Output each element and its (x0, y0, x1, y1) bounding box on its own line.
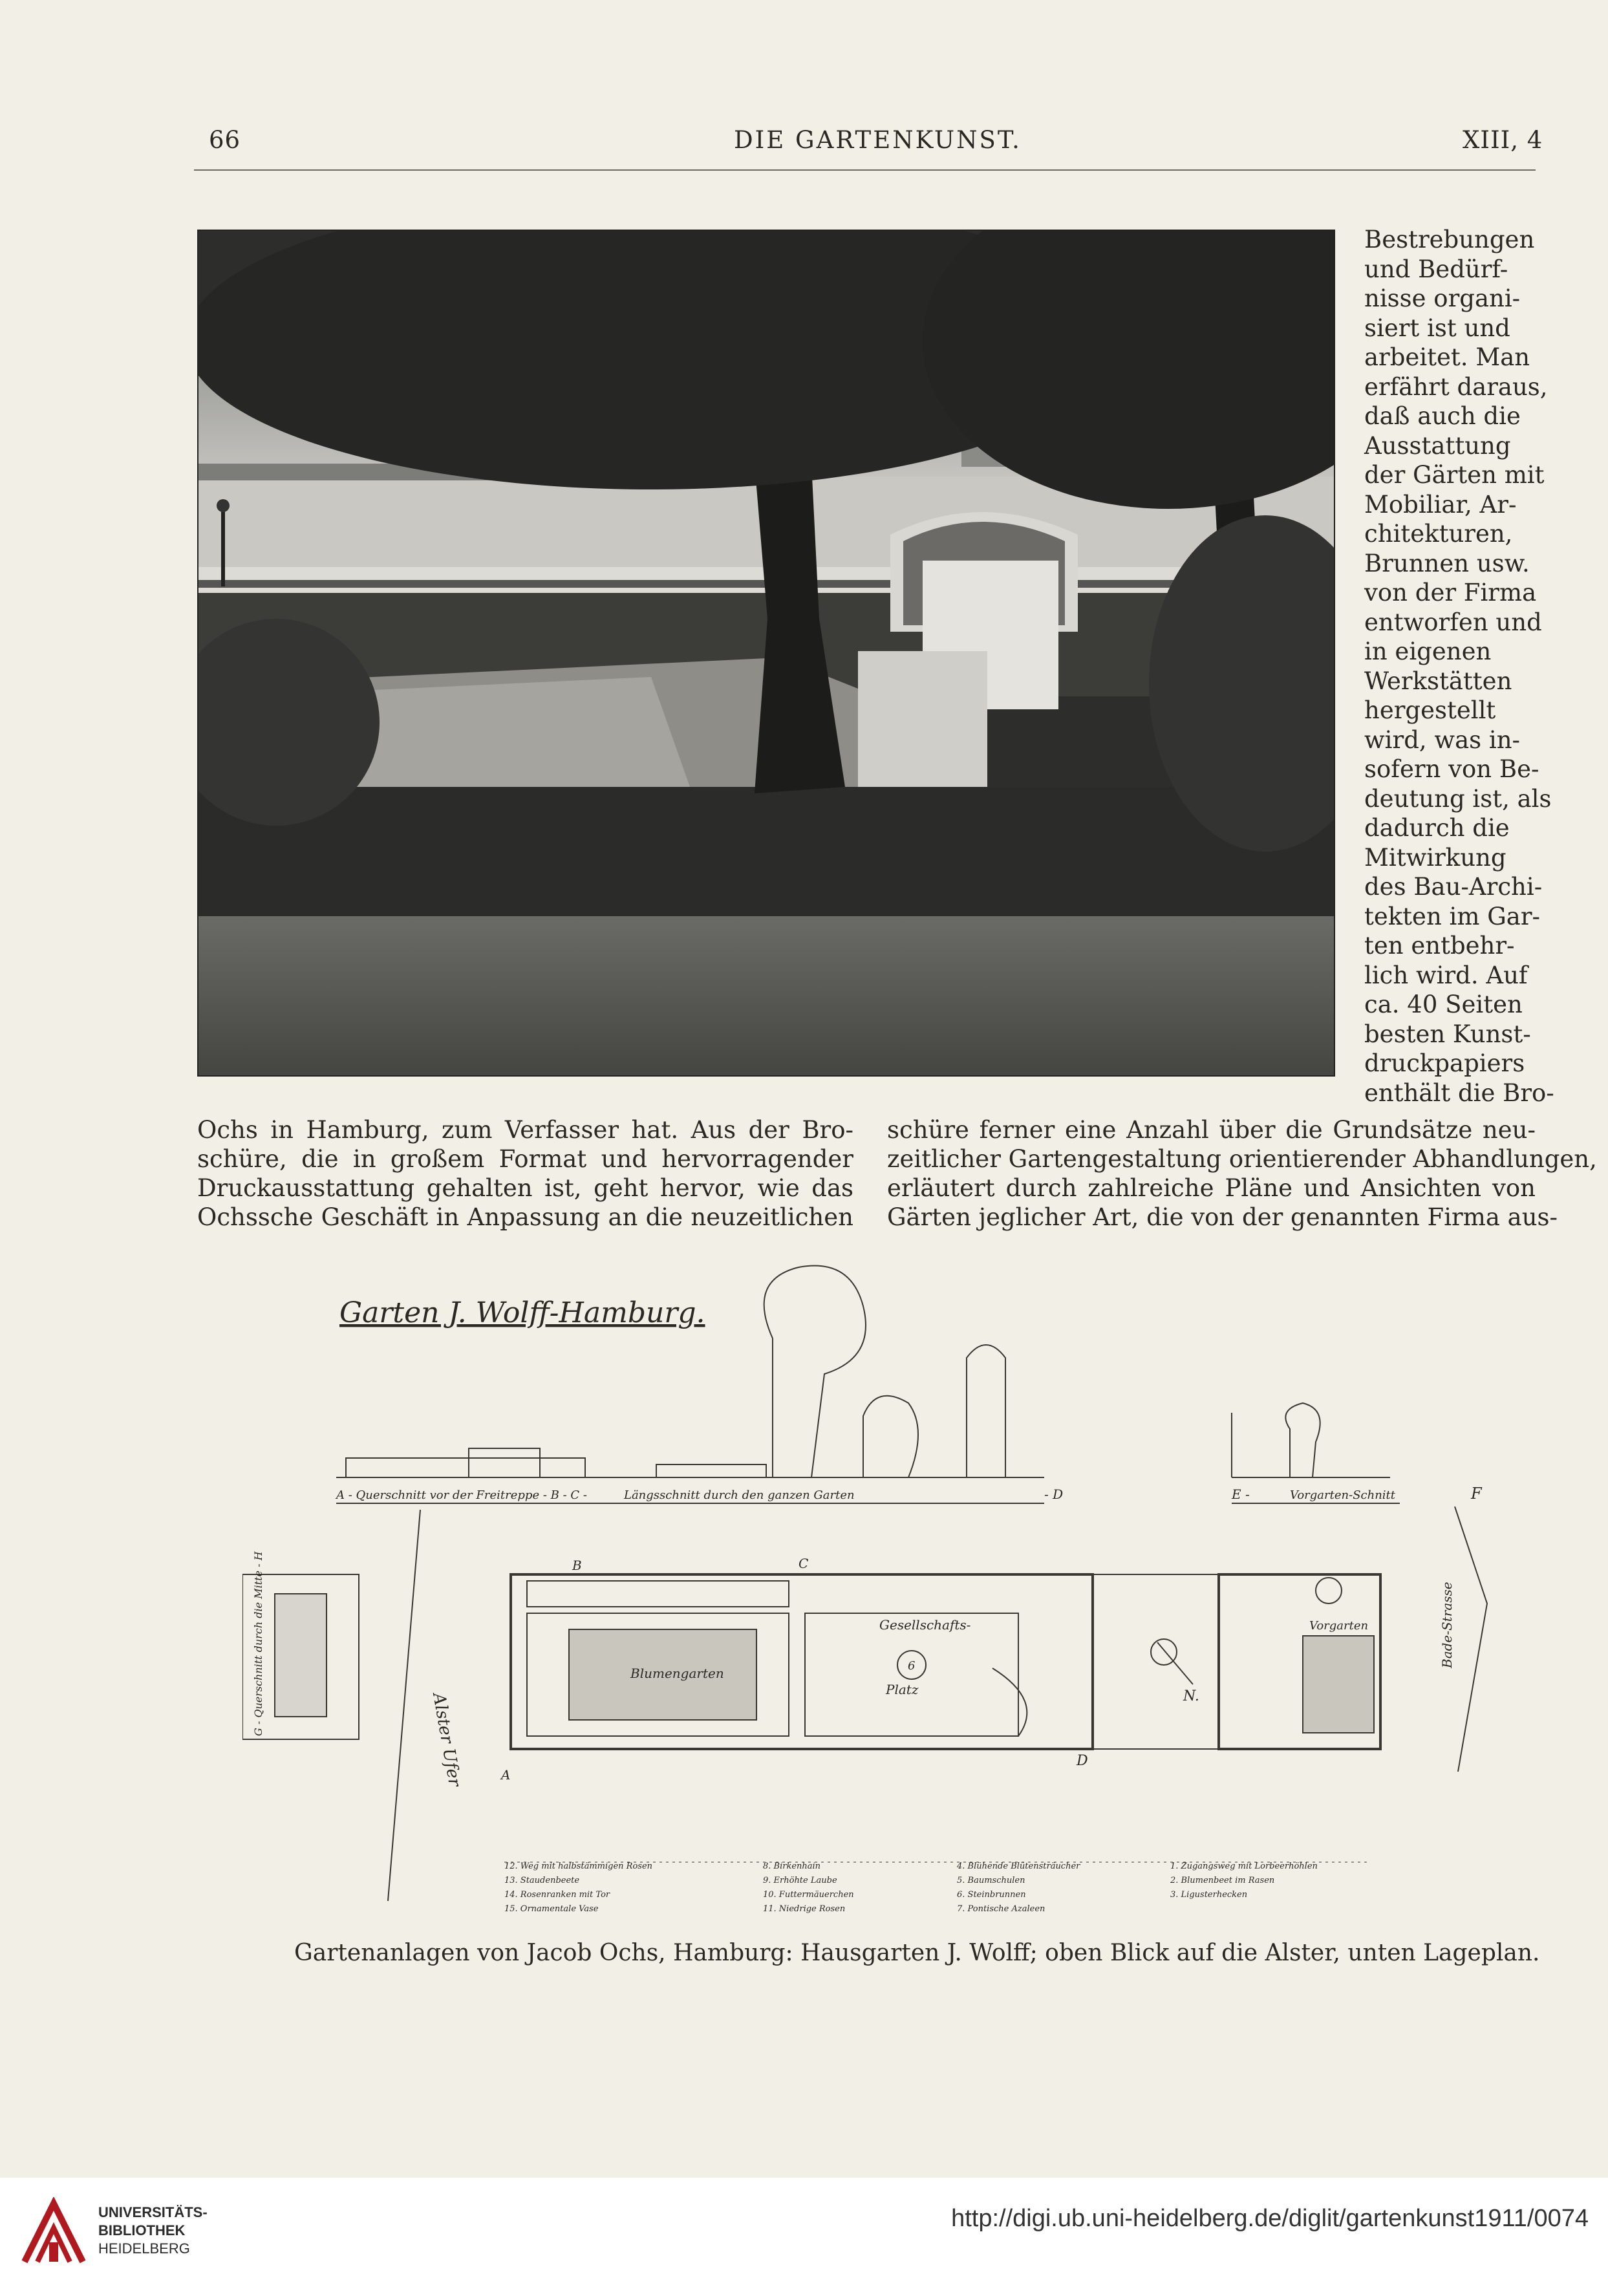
side-line: arbeitet. Man (1364, 343, 1530, 371)
marker-b: B (572, 1558, 582, 1573)
label-vorgarten: Vorgarten (1309, 1619, 1369, 1633)
side-line: ca. 40 Seiten (1364, 991, 1523, 1018)
side-line: Bestrebungen (1364, 226, 1535, 253)
side-line: tekten im Gar- (1364, 902, 1541, 930)
north-arrow-line (1157, 1642, 1193, 1684)
right-body-column (887, 1115, 1597, 1232)
section-hedge (346, 1458, 585, 1477)
section-tree (764, 1266, 866, 1478)
marker-c: C (799, 1556, 809, 1571)
section-label-d: - D (1044, 1486, 1064, 1502)
footer-bar (0, 2178, 1608, 2296)
side-line: und Bedürf- (1364, 255, 1508, 283)
body-line: erläutert durch zahlreiche Pläne und Ansichten von (887, 1174, 1536, 1202)
side-line: entworfen und (1364, 608, 1542, 636)
legend-item: 5. Baumschulen (957, 1876, 1025, 1885)
cross-section-bed (275, 1594, 327, 1717)
vorgarten-tree (1316, 1578, 1342, 1604)
library-logo-icon (18, 2197, 89, 2268)
body-line: Ochs in Hamburg, zum Verfasser hat. Aus der Bro- (197, 1116, 853, 1144)
side-column-text (1364, 225, 1554, 1108)
side-line: lich wird. Auf (1364, 961, 1528, 989)
legend-item: 15. Ornamentale Vase (504, 1904, 599, 1914)
side-line: erfährt daraus, (1364, 372, 1548, 401)
rose-walk (527, 1581, 789, 1607)
body-line: Druckausstattung gehalten ist, geht hervor, wie das (197, 1174, 853, 1202)
photograph-drawing (198, 231, 1335, 1077)
vorgarten-bed (1303, 1636, 1374, 1733)
plan-legend (504, 1861, 1318, 1914)
legend-item: 13. Staudenbeete (504, 1876, 580, 1885)
section-label-vorgarten: Vorgarten-Schnitt (1290, 1488, 1396, 1502)
legend-item: 4. Blühende Blütensträucher (957, 1861, 1080, 1871)
side-line: Brunnen usw. (1364, 549, 1530, 577)
library-line: HEIDELBERG (98, 2240, 190, 2257)
badestrasse-line (1455, 1507, 1487, 1772)
street-label-alster: Alster Ufer (429, 1691, 465, 1788)
side-line: enthält die Bro- (1364, 1078, 1554, 1107)
legend-item: 10. Futtermäuerchen (763, 1890, 854, 1900)
library-line: UNIVERSITÄTS- (98, 2204, 208, 2220)
curved-path (992, 1668, 1027, 1736)
header-rule (194, 169, 1536, 171)
side-line: chitekturen, (1364, 520, 1513, 548)
alster-shore-line (388, 1510, 420, 1901)
side-line: druckpapiers (1364, 1049, 1525, 1077)
section-label-e: E - (1232, 1486, 1250, 1502)
garden-site-plan (242, 1254, 1529, 1930)
legend-item: 9. Erhöhte Laube (763, 1876, 837, 1885)
body-line: schüre ferner eine Anzahl über die Grundsätze neu- (887, 1116, 1536, 1144)
section-label-f: F (1471, 1485, 1482, 1503)
legend-item: 6. Steinbrunnen (957, 1890, 1026, 1900)
side-line: nisse organi- (1364, 284, 1521, 312)
street-label-bade: Bade-Strasse (1439, 1582, 1455, 1668)
journal-title: DIE GARTENKUNST. (734, 126, 1022, 154)
side-line: der Gärten mit (1364, 461, 1545, 489)
source-url-link[interactable]: http://digi.ub.uni-heidelberg.de/diglit/gartenkunst1911/0074 (951, 2205, 1589, 2232)
side-line: Werkstätten (1364, 667, 1512, 695)
body-line: Gärten jeglicher Art, die von der genannten Firma aus- (887, 1203, 1558, 1231)
north-marker: N. (1183, 1688, 1199, 1704)
section-label-a: A - Querschnitt vor der Freitreppe - B - C - (336, 1488, 587, 1502)
label-gesellschaftsplatz-1: Gesellschafts- (879, 1617, 971, 1633)
marker-d: D (1077, 1753, 1088, 1769)
legend-item: 1. Zugangsweg mit Lorbeerhöhlen (1170, 1861, 1318, 1871)
label-blumengarten: Blumengarten (630, 1666, 724, 1681)
legend-item: 7. Pontische Azaleen (957, 1904, 1045, 1914)
side-line: ten entbehr- (1364, 932, 1515, 960)
side-line: des Bau-Archi- (1364, 873, 1543, 901)
section-shrub (967, 1345, 1005, 1477)
garden-photograph (197, 230, 1335, 1077)
side-line: dadurch die (1364, 814, 1510, 842)
left-body-column (197, 1115, 853, 1232)
section-shrub (863, 1396, 918, 1477)
cross-section-label: G - Querschnitt durch die Mitte - H (252, 1551, 264, 1736)
side-line: wird, was in- (1364, 725, 1521, 754)
side-line: besten Kunst- (1364, 1020, 1531, 1048)
legend-item: 3. Ligusterhecken (1170, 1890, 1248, 1900)
side-line: deutung ist, als (1364, 784, 1552, 813)
side-line: daß auch die (1364, 402, 1521, 430)
label-gesellschaftsplatz-2: Platz (886, 1682, 919, 1697)
legend-item: 14. Rosenranken mit Tor (504, 1890, 610, 1900)
page-number: 66 (209, 126, 241, 154)
legend-item: 8. Birkenhain (763, 1861, 821, 1871)
side-line: sofern von Be- (1364, 755, 1539, 783)
volume-label: XIII, 4 (1463, 126, 1543, 154)
marker-6: 6 (908, 1659, 916, 1673)
body-line: zeitlicher Gartengestaltung orientierender Abhandlungen, (887, 1145, 1597, 1173)
vorgarten-shrub (1285, 1403, 1320, 1477)
side-line: von der Firma (1364, 579, 1537, 606)
side-line: Ausstattung (1364, 431, 1511, 460)
side-line: in eigenen (1364, 638, 1492, 665)
side-line: siert ist und (1364, 314, 1510, 342)
section-label-long: Längsschnitt durch den ganzen Garten (624, 1488, 855, 1502)
section-bed (656, 1465, 766, 1477)
side-line: hergestellt (1364, 696, 1496, 724)
side-line: Mitwirkung (1364, 843, 1506, 872)
legend-item: 11. Niedrige Rosen (763, 1904, 846, 1914)
body-line: schüre, die in großem Format und hervorragender (197, 1145, 853, 1173)
section-pergola (469, 1448, 540, 1477)
plan-title: Garten J. Wolff-Hamburg. (339, 1296, 705, 1329)
library-line: BIBLIOTHEK (98, 2222, 186, 2238)
figure-caption: Gartenanlagen von Jacob Ochs, Hamburg: Hausgarten J. Wolff; oben Blick auf die Alster, unten Lageplan. (294, 1940, 1540, 1966)
legend-item: 2. Blumenbeet im Rasen (1170, 1876, 1275, 1885)
body-line: Ochssche Geschäft in Anpassung an die neuzeitlichen (197, 1203, 853, 1231)
library-name (98, 2204, 208, 2258)
legend-item: 12. Weg mit halbstämmigen Rosen (504, 1861, 653, 1871)
marker-a: A (501, 1767, 511, 1783)
side-line: Mobiliar, Ar- (1364, 490, 1517, 519)
